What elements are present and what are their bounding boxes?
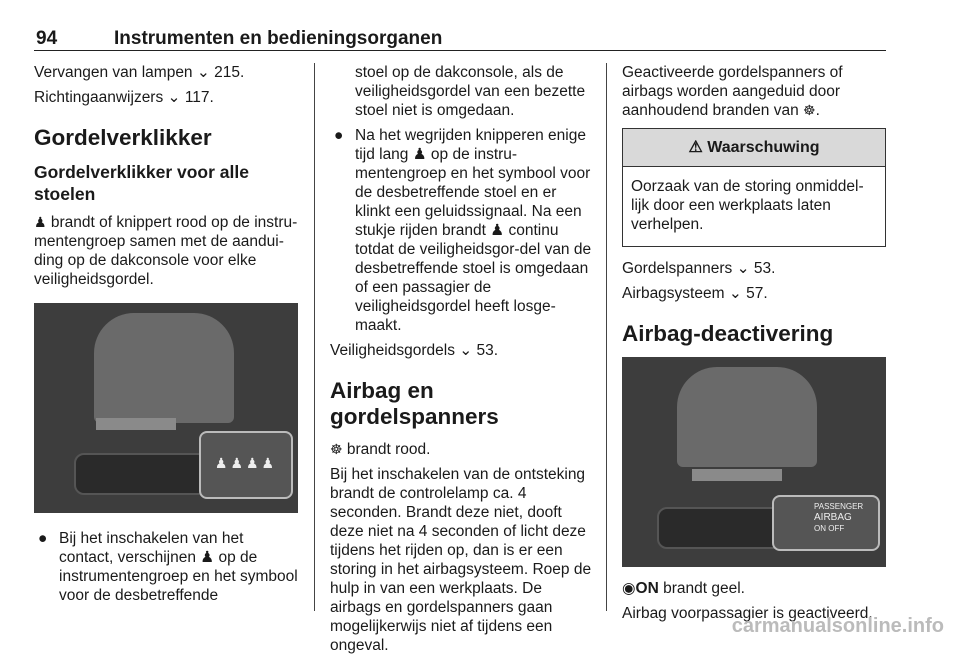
column-separator	[314, 63, 315, 611]
warning-triangle-icon: ⚠	[688, 139, 703, 156]
bullet-text: Na het wegrijden knipperen enige tijd lang ♟ op de instru-mentengroep en het symbool voor de desbetreffende stoel en er klinkt een geluidssignaal. Na een stukje rijden brandt ♟ continu totdat de veiligheidsgor-del van de desbetreffende stoel is omgedaan of een passagier de veiligheidsgordel heeft losge-maakt.	[355, 127, 592, 334]
seatbelt-icon: ♟	[34, 214, 47, 230]
bullet-item	[330, 126, 592, 335]
column-2	[330, 63, 592, 661]
page-title: Instrumenten en bedieningsorganen	[114, 28, 443, 49]
column-separator	[606, 63, 607, 611]
column-1	[34, 63, 300, 611]
warning-header	[623, 129, 885, 167]
heading-airbag-deactivering: Airbag-deactivering	[622, 321, 834, 346]
paragraph-text: Geactiveerde gordelspanners of airbags worden aangeduid door aanhoudend branden van	[622, 64, 843, 119]
warning-title: Waarschuwing	[707, 139, 820, 156]
warning-text: Oorzaak van de storing onmiddel-lijk door een werkplaats laten verhelpen.	[631, 178, 864, 233]
on-label: ON	[635, 580, 659, 597]
airbag-status-inset	[772, 495, 880, 551]
seatbelt-indicators-inset: ♟♟♟♟	[199, 431, 293, 499]
airbag-console-photo	[622, 357, 886, 567]
page-header	[34, 26, 886, 51]
heading-all-seats: Gordelverklikker voor alle stoelen	[34, 162, 249, 204]
roof-console-photo	[34, 303, 298, 513]
bullet-item	[34, 529, 300, 605]
airbag-line	[330, 440, 592, 459]
heading-airbag-gordelspanners: Airbag en gordelspanners	[330, 378, 499, 429]
bullet-text: Bij het inschakelen van het contact, verschijnen ♟ op de instrumentengroep en het symbool voor de desbetreffende	[59, 530, 298, 604]
airbag-icon: ☸	[803, 102, 816, 118]
paragraph-text: brandt of knippert rood op de instru-mentengroep samen met de aandui-ding op de dakconsole voor elke veiligheidsgordel.	[34, 214, 298, 288]
airbag-line-text: brandt rood.	[346, 441, 431, 458]
watermark: carmanualsonline.info	[731, 615, 944, 637]
airbag-on-icon: ◉	[622, 580, 636, 597]
ref-veiligheidsgordels: Veiligheidsgordels ⌄ 53.	[330, 342, 499, 359]
on-line	[622, 579, 886, 598]
heading-gordelverklikker: Gordelverklikker	[34, 125, 212, 150]
ref-airbagsysteem: Airbagsysteem ⌄ 57.	[622, 285, 768, 302]
inset-label-2: AIRBAG	[814, 512, 852, 523]
paragraph: Geactiveerde gordelspanners of airbags worden aangeduid door aanhoudend branden van ☸.	[622, 64, 843, 119]
ref-richtingaanwijzers: Richtingaanwijzers ⌄ 117.	[34, 89, 214, 106]
inset-label-1: PASSENGER	[814, 502, 864, 511]
last-line: Airbag voorpassagier is geactiveerd.	[622, 605, 873, 622]
bullet-dot: ●	[334, 127, 344, 144]
page-number: 94	[36, 28, 58, 49]
column-3	[622, 63, 886, 629]
ref-gordelspanners: Gordelspanners ⌄ 53.	[622, 260, 776, 277]
paragraph	[34, 213, 300, 289]
airbag-icon: ☸	[330, 441, 343, 457]
bullet-dot: ●	[38, 530, 48, 547]
continued-text: stoel op de dakconsole, als de veiligheidsgordel van een bezette stoel niet is omgedaan.	[355, 64, 586, 119]
ref-lampen: Vervangen van lampen ⌄ 215.	[34, 64, 245, 81]
airbag-paragraph: Bij het inschakelen van de ontsteking brandt de controlelamp ca. 4 seconden. Brandt deze niet, dooft deze niet na 4 seconden of licht deze tijdens het rijden op, dan is er een storing in het airbagsysteem. Roep de hulp in van een werkplaats. De airbags en gordelspanners gaan mogelijkerwijs niet af tijdens een ongeval.	[330, 466, 592, 654]
on-text: brandt geel.	[663, 580, 745, 597]
inset-label-3: ON OFF	[814, 524, 845, 533]
warning-box	[622, 128, 886, 247]
